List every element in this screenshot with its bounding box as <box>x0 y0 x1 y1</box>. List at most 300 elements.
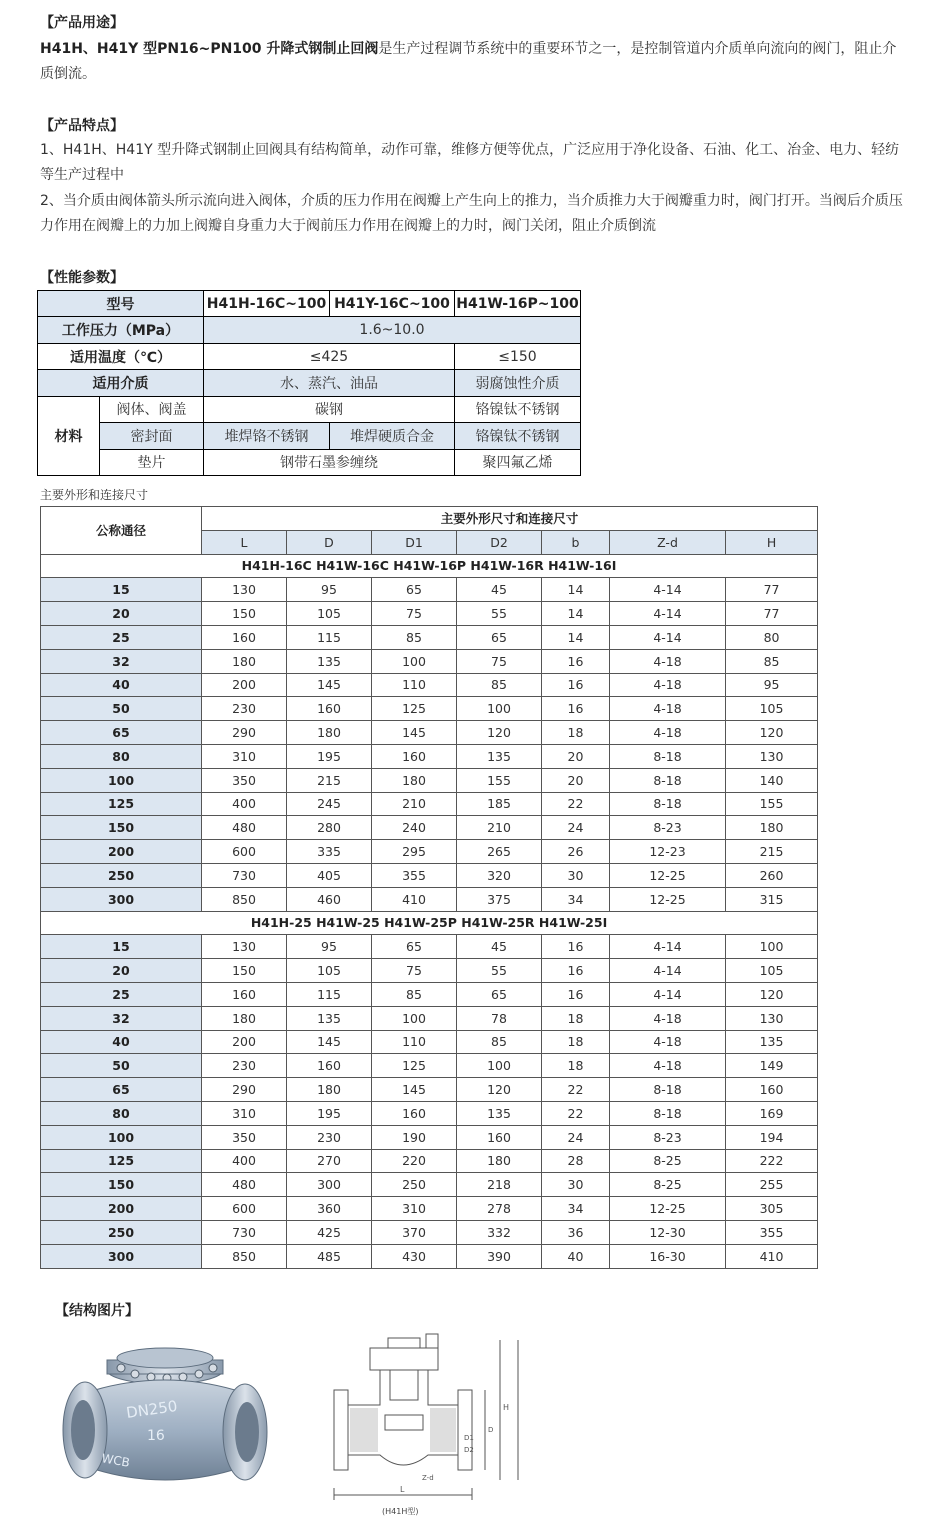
dims-group-title: H41H-25 H41W-25 H41W-25P H41W-25R H41W-25I <box>41 911 818 935</box>
dims-value-cell: 100 <box>726 935 818 959</box>
dims-value-cell: 130 <box>726 744 818 768</box>
perf-material-gasket-label: 垫片 <box>100 449 204 475</box>
dims-value-cell: 75 <box>372 959 457 983</box>
dims-main-label: 主要外形尺寸和连接尺寸 <box>202 507 818 531</box>
dims-value-cell: 22 <box>542 1101 610 1125</box>
dims-dn-cell: 25 <box>41 982 202 1006</box>
dims-value-cell: 140 <box>726 768 818 792</box>
dims-value-cell: 155 <box>726 792 818 816</box>
dims-value-cell: 215 <box>287 768 372 792</box>
dims-dn-cell: 250 <box>41 863 202 887</box>
perf-medium-row <box>38 370 581 396</box>
dims-value-cell: 120 <box>457 1078 542 1102</box>
dims-value-cell: 18 <box>542 1030 610 1054</box>
dims-value-cell: 65 <box>457 625 542 649</box>
dims-value-cell: 100 <box>372 1006 457 1030</box>
drawing-dim-l: L <box>400 1485 405 1494</box>
dims-value-cell: 150 <box>202 959 287 983</box>
dims-value-cell: 12-25 <box>610 863 726 887</box>
dims-value-cell: 360 <box>287 1197 372 1221</box>
dims-value-cell: 350 <box>202 1125 287 1149</box>
dims-dn-cell: 100 <box>41 1125 202 1149</box>
dims-dn-cell: 300 <box>41 1244 202 1268</box>
dims-col-h: H <box>726 530 818 554</box>
dims-value-cell: 135 <box>457 1101 542 1125</box>
dims-value-cell: 8-25 <box>610 1173 726 1197</box>
dims-value-cell: 160 <box>287 697 372 721</box>
usage-paragraph <box>40 37 910 87</box>
dims-value-cell: 85 <box>457 1030 542 1054</box>
dims-value-cell: 16 <box>542 959 610 983</box>
dims-value-cell: 390 <box>457 1244 542 1268</box>
dims-value-cell: 4-14 <box>610 578 726 602</box>
dims-value-cell: 220 <box>372 1149 457 1173</box>
dims-value-cell: 75 <box>372 602 457 626</box>
dims-value-cell: 180 <box>287 1078 372 1102</box>
dims-value-cell: 85 <box>372 982 457 1006</box>
table-row <box>41 1054 818 1078</box>
dims-value-cell: 14 <box>542 625 610 649</box>
dims-value-cell: 290 <box>202 1078 287 1102</box>
dims-value-cell: 16-30 <box>610 1244 726 1268</box>
dims-dn-cell: 150 <box>41 816 202 840</box>
dims-value-cell: 20 <box>542 744 610 768</box>
dims-value-cell: 195 <box>287 744 372 768</box>
dims-dn-cell: 200 <box>41 840 202 864</box>
dims-dn-cell: 65 <box>41 1078 202 1102</box>
dims-value-cell: 18 <box>542 1054 610 1078</box>
dims-top-header <box>41 507 818 531</box>
table-row <box>41 1101 818 1125</box>
dims-value-cell: 218 <box>457 1173 542 1197</box>
dims-value-cell: 100 <box>457 1054 542 1078</box>
dims-value-cell: 65 <box>372 935 457 959</box>
dims-value-cell: 18 <box>542 1006 610 1030</box>
usage-product-name: H41H、H41Y 型PN16~PN100 升降式钢制止回阀 <box>40 41 379 57</box>
feature-item-2: 2、当介质由阀体箭头所示流向进入阀体，介质的压力作用在阀瓣上产生向上的推力，当介质推力大于阀瓣重力时，阀门打开。当阀后介质压力作用在阀瓣上的力加上阀瓣自身重力大于阀前压力作用在阀瓣上的力时，阀门关闭，阻止介质倒流 <box>40 193 903 234</box>
dims-value-cell: 22 <box>542 792 610 816</box>
dims-value-cell: 125 <box>372 1054 457 1078</box>
dims-col-d2: D2 <box>457 530 542 554</box>
table-row <box>41 840 818 864</box>
table-row <box>41 1006 818 1030</box>
dims-value-cell: 105 <box>287 959 372 983</box>
photo-marking-dn: DN250 <box>125 1396 179 1422</box>
dims-value-cell: 300 <box>287 1173 372 1197</box>
dims-value-cell: 16 <box>542 673 610 697</box>
dims-value-cell: 278 <box>457 1197 542 1221</box>
dims-value-cell: 120 <box>726 982 818 1006</box>
dims-value-cell: 210 <box>372 792 457 816</box>
dims-col-b: b <box>542 530 610 554</box>
table-row <box>41 1173 818 1197</box>
dims-value-cell: 600 <box>202 840 287 864</box>
dims-value-cell: 4-14 <box>610 935 726 959</box>
dims-value-cell: 180 <box>372 768 457 792</box>
perf-model-label: 型号 <box>38 291 204 317</box>
valve-photo <box>55 1330 270 1505</box>
dims-value-cell: 4-18 <box>610 1054 726 1078</box>
dims-value-cell: 34 <box>542 887 610 911</box>
dims-dn-cell: 80 <box>41 1101 202 1125</box>
dims-value-cell: 180 <box>457 1149 542 1173</box>
dims-value-cell: 150 <box>202 602 287 626</box>
photo-marking-pn: 16 <box>147 1428 165 1444</box>
perf-medium-value-2: 弱腐蚀性介质 <box>455 370 581 396</box>
dims-value-cell: 410 <box>726 1244 818 1268</box>
dims-value-cell: 850 <box>202 887 287 911</box>
table-row <box>41 1125 818 1149</box>
dims-value-cell: 355 <box>726 1220 818 1244</box>
dims-value-cell: 485 <box>287 1244 372 1268</box>
dims-col-d: D <box>287 530 372 554</box>
dims-value-cell: 110 <box>372 1030 457 1054</box>
dims-dn-cell: 125 <box>41 792 202 816</box>
dims-dn-cell: 20 <box>41 959 202 983</box>
dims-value-cell: 185 <box>457 792 542 816</box>
table-row <box>41 935 818 959</box>
dims-value-cell: 26 <box>542 840 610 864</box>
dims-value-cell: 95 <box>287 935 372 959</box>
dims-value-cell: 8-23 <box>610 816 726 840</box>
dims-value-cell: 250 <box>372 1173 457 1197</box>
perf-material-row-2 <box>38 423 581 449</box>
dims-value-cell: 730 <box>202 863 287 887</box>
dims-value-cell: 120 <box>726 721 818 745</box>
dims-value-cell: 8-18 <box>610 792 726 816</box>
usage-text: 是生产过程调节系统中的重要环节之一，是控制管道内介质单向流向的阀门，阻止介质倒流。 <box>40 41 897 82</box>
table-row <box>41 887 818 911</box>
dims-dn-cell: 15 <box>41 935 202 959</box>
dims-value-cell: 8-18 <box>610 744 726 768</box>
dims-value-cell: 305 <box>726 1197 818 1221</box>
dims-value-cell: 24 <box>542 1125 610 1149</box>
dims-value-cell: 222 <box>726 1149 818 1173</box>
dims-value-cell: 130 <box>726 1006 818 1030</box>
drawing-dim-zd: Z-d <box>422 1474 434 1482</box>
dims-value-cell: 75 <box>457 649 542 673</box>
dims-value-cell: 14 <box>542 578 610 602</box>
dims-group-row <box>41 554 818 578</box>
dims-value-cell: 100 <box>372 649 457 673</box>
feature-item-1: 1、H41H、H41Y 型升降式钢制止回阀具有结构简单，动作可靠，维修方便等优点，广泛应用于净化设备、石油、化工、冶金、电力、轻纺等生产过程中 <box>40 142 900 183</box>
dims-value-cell: 16 <box>542 649 610 673</box>
dims-value-cell: 180 <box>202 649 287 673</box>
dims-value-cell: 95 <box>726 673 818 697</box>
dims-value-cell: 145 <box>287 673 372 697</box>
dims-value-cell: 30 <box>542 1173 610 1197</box>
perf-material-seal-value-3: 铬镍钛不锈钢 <box>455 423 581 449</box>
dims-value-cell: 120 <box>457 721 542 745</box>
dims-value-cell: 65 <box>372 578 457 602</box>
dims-value-cell: 315 <box>726 887 818 911</box>
dims-value-cell: 77 <box>726 602 818 626</box>
dims-dn-cell: 250 <box>41 1220 202 1244</box>
dims-value-cell: 77 <box>726 578 818 602</box>
dims-value-cell: 4-18 <box>610 649 726 673</box>
dims-value-cell: 200 <box>202 673 287 697</box>
dims-value-cell: 4-14 <box>610 982 726 1006</box>
dims-dn-cell: 200 <box>41 1197 202 1221</box>
dims-value-cell: 45 <box>457 935 542 959</box>
dims-value-cell: 14 <box>542 602 610 626</box>
dims-value-cell: 4-18 <box>610 673 726 697</box>
dims-value-cell: 230 <box>202 1054 287 1078</box>
dims-value-cell: 240 <box>372 816 457 840</box>
dims-value-cell: 160 <box>287 1054 372 1078</box>
table-row <box>41 1149 818 1173</box>
table-row <box>41 578 818 602</box>
dims-value-cell: 105 <box>287 602 372 626</box>
dims-value-cell: 135 <box>287 649 372 673</box>
dims-value-cell: 55 <box>457 959 542 983</box>
dims-value-cell: 332 <box>457 1220 542 1244</box>
dims-value-cell: 45 <box>457 578 542 602</box>
dims-value-cell: 160 <box>372 744 457 768</box>
dims-dn-cell: 20 <box>41 602 202 626</box>
dims-value-cell: 425 <box>287 1220 372 1244</box>
drawing-dim-d: D <box>488 1426 494 1434</box>
perf-temp-value-2: ≤150 <box>455 343 581 369</box>
dims-value-cell: 8-18 <box>610 1078 726 1102</box>
perf-material-body-value-1: 碳钢 <box>204 396 455 422</box>
usage-title: 【产品用途】 <box>40 15 124 31</box>
dims-dn-cell: 32 <box>41 1006 202 1030</box>
dims-value-cell: 190 <box>372 1125 457 1149</box>
perf-model-h41y: H41Y-16C~100 <box>330 291 455 317</box>
perf-pressure-label: 工作压力（MPa） <box>38 317 204 343</box>
dims-value-cell: 105 <box>726 697 818 721</box>
dims-value-cell: 125 <box>372 697 457 721</box>
dims-value-cell: 4-14 <box>610 959 726 983</box>
dims-value-cell: 95 <box>287 578 372 602</box>
table-row <box>41 602 818 626</box>
perf-material-body-label: 阀体、阀盖 <box>100 396 204 422</box>
perf-material-label: 材料 <box>38 396 100 475</box>
dims-value-cell: 230 <box>202 697 287 721</box>
dims-dn-cell: 40 <box>41 1030 202 1054</box>
drawing-dim-d1: D1 <box>464 1434 474 1442</box>
features-title: 【产品特点】 <box>40 118 124 134</box>
perf-pressure-row <box>38 317 581 343</box>
dims-dn-cell: 65 <box>41 721 202 745</box>
dims-value-cell: 255 <box>726 1173 818 1197</box>
performance-table <box>37 290 581 476</box>
dims-value-cell: 260 <box>726 863 818 887</box>
table-row <box>41 959 818 983</box>
dims-value-cell: 149 <box>726 1054 818 1078</box>
dims-value-cell: 160 <box>372 1101 457 1125</box>
table-row <box>41 816 818 840</box>
dims-group-row <box>41 911 818 935</box>
dims-value-cell: 110 <box>372 673 457 697</box>
dims-value-cell: 200 <box>202 1030 287 1054</box>
dims-value-cell: 4-14 <box>610 625 726 649</box>
dims-value-cell: 195 <box>287 1101 372 1125</box>
perf-material-row-1 <box>38 396 581 422</box>
dims-value-cell: 370 <box>372 1220 457 1244</box>
dims-value-cell: 130 <box>202 578 287 602</box>
dims-value-cell: 20 <box>542 768 610 792</box>
table-row <box>41 863 818 887</box>
dims-value-cell: 155 <box>457 768 542 792</box>
dims-value-cell: 160 <box>202 625 287 649</box>
dims-value-cell: 12-25 <box>610 887 726 911</box>
dims-value-cell: 12-25 <box>610 1197 726 1221</box>
dims-value-cell: 78 <box>457 1006 542 1030</box>
dims-value-cell: 8-18 <box>610 768 726 792</box>
table-row <box>41 768 818 792</box>
dims-dn-cell: 50 <box>41 697 202 721</box>
dims-value-cell: 480 <box>202 1173 287 1197</box>
dims-value-cell: 180 <box>726 816 818 840</box>
dims-value-cell: 480 <box>202 816 287 840</box>
perf-medium-value-1: 水、蒸汽、油品 <box>204 370 455 396</box>
dims-value-cell: 100 <box>457 697 542 721</box>
dims-value-cell: 350 <box>202 768 287 792</box>
table-row <box>41 649 818 673</box>
table-row <box>41 697 818 721</box>
dims-value-cell: 34 <box>542 1197 610 1221</box>
table-row <box>41 1030 818 1054</box>
dims-value-cell: 4-18 <box>610 1030 726 1054</box>
dims-value-cell: 160 <box>726 1078 818 1102</box>
dims-value-cell: 85 <box>726 649 818 673</box>
dims-value-cell: 210 <box>457 816 542 840</box>
drawing-caption: (H41H型) <box>382 1507 419 1516</box>
dims-dn-cell: 15 <box>41 578 202 602</box>
dims-value-cell: 30 <box>542 863 610 887</box>
perf-temp-row <box>38 343 581 369</box>
dims-value-cell: 16 <box>542 982 610 1006</box>
dims-caption: 主要外形和连接尺寸 <box>40 488 149 502</box>
dims-value-cell: 400 <box>202 1149 287 1173</box>
table-row <box>41 792 818 816</box>
dims-dn-cell: 50 <box>41 1054 202 1078</box>
perf-pressure-value: 1.6~10.0 <box>204 317 581 343</box>
dims-value-cell: 145 <box>372 1078 457 1102</box>
dims-value-cell: 85 <box>457 673 542 697</box>
dims-value-cell: 4-14 <box>610 602 726 626</box>
dims-value-cell: 160 <box>457 1125 542 1149</box>
dims-value-cell: 85 <box>372 625 457 649</box>
perf-material-gasket-value-1: 钢带石墨参缠绕 <box>204 449 455 475</box>
perf-model-h41h: H41H-16C~100 <box>204 291 330 317</box>
dims-value-cell: 230 <box>287 1125 372 1149</box>
dims-value-cell: 55 <box>457 602 542 626</box>
dims-value-cell: 8-25 <box>610 1149 726 1173</box>
dims-value-cell: 215 <box>726 840 818 864</box>
dims-value-cell: 115 <box>287 625 372 649</box>
dims-value-cell: 28 <box>542 1149 610 1173</box>
dims-value-cell: 40 <box>542 1244 610 1268</box>
dims-value-cell: 320 <box>457 863 542 887</box>
dims-value-cell: 180 <box>202 1006 287 1030</box>
perf-header-row <box>38 291 581 317</box>
dims-col-d1: D1 <box>372 530 457 554</box>
dims-value-cell: 460 <box>287 887 372 911</box>
dims-value-cell: 145 <box>372 721 457 745</box>
dims-value-cell: 310 <box>372 1197 457 1221</box>
table-row <box>41 1078 818 1102</box>
dims-col-zd: Z-d <box>610 530 726 554</box>
perf-material-gasket-value-2: 聚四氟乙烯 <box>455 449 581 475</box>
dims-value-cell: 12-30 <box>610 1220 726 1244</box>
dims-value-cell: 270 <box>287 1149 372 1173</box>
dims-dn-label: 公称通径 <box>41 507 202 555</box>
dims-table <box>40 506 818 1269</box>
dims-value-cell: 22 <box>542 1078 610 1102</box>
dims-dn-cell: 125 <box>41 1149 202 1173</box>
dims-value-cell: 4-18 <box>610 721 726 745</box>
dims-group-title: H41H-16C H41W-16C H41W-16P H41W-16R H41W-16I <box>41 554 818 578</box>
table-row <box>41 673 818 697</box>
dims-dn-cell: 150 <box>41 1173 202 1197</box>
table-row <box>41 625 818 649</box>
dims-value-cell: 245 <box>287 792 372 816</box>
dims-value-cell: 290 <box>202 721 287 745</box>
dims-dn-cell: 40 <box>41 673 202 697</box>
valve-drawing <box>330 1330 530 1520</box>
dims-value-cell: 115 <box>287 982 372 1006</box>
dims-value-cell: 375 <box>457 887 542 911</box>
dims-value-cell: 8-18 <box>610 1101 726 1125</box>
dims-value-cell: 180 <box>287 721 372 745</box>
dims-value-cell: 16 <box>542 935 610 959</box>
perf-temp-label: 适用温度（℃） <box>38 343 204 369</box>
dims-value-cell: 135 <box>457 744 542 768</box>
dims-value-cell: 80 <box>726 625 818 649</box>
dims-value-cell: 310 <box>202 744 287 768</box>
dims-value-cell: 24 <box>542 816 610 840</box>
dims-value-cell: 4-18 <box>610 697 726 721</box>
perf-model-h41w: H41W-16P~100 <box>455 291 581 317</box>
dims-dn-cell: 100 <box>41 768 202 792</box>
structure-title: 【结构图片】 <box>55 1303 139 1319</box>
perf-material-seal-value-2: 堆焊硬质合金 <box>330 423 455 449</box>
dims-value-cell: 405 <box>287 863 372 887</box>
dims-value-cell: 600 <box>202 1197 287 1221</box>
drawing-dim-d2: D2 <box>464 1446 474 1454</box>
dims-value-cell: 16 <box>542 697 610 721</box>
table-row <box>41 744 818 768</box>
dims-value-cell: 280 <box>287 816 372 840</box>
dims-value-cell: 310 <box>202 1101 287 1125</box>
dims-value-cell: 12-23 <box>610 840 726 864</box>
dims-value-cell: 135 <box>726 1030 818 1054</box>
perf-material-row-3 <box>38 449 581 475</box>
dims-value-cell: 105 <box>726 959 818 983</box>
dims-col-l: L <box>202 530 287 554</box>
dims-value-cell: 8-23 <box>610 1125 726 1149</box>
dims-value-cell: 4-18 <box>610 1006 726 1030</box>
dims-value-cell: 335 <box>287 840 372 864</box>
dims-dn-cell: 32 <box>41 649 202 673</box>
dims-value-cell: 36 <box>542 1220 610 1244</box>
dims-value-cell: 160 <box>202 982 287 1006</box>
dims-value-cell: 130 <box>202 935 287 959</box>
dims-value-cell: 265 <box>457 840 542 864</box>
perf-material-seal-label: 密封面 <box>100 423 204 449</box>
dims-value-cell: 135 <box>287 1006 372 1030</box>
dims-value-cell: 18 <box>542 721 610 745</box>
dims-value-cell: 430 <box>372 1244 457 1268</box>
photo-marking-material: WCB <box>100 1451 131 1470</box>
dims-value-cell: 295 <box>372 840 457 864</box>
perf-material-body-value-2: 铬镍钛不锈钢 <box>455 396 581 422</box>
table-row <box>41 1244 818 1268</box>
dims-value-cell: 145 <box>287 1030 372 1054</box>
